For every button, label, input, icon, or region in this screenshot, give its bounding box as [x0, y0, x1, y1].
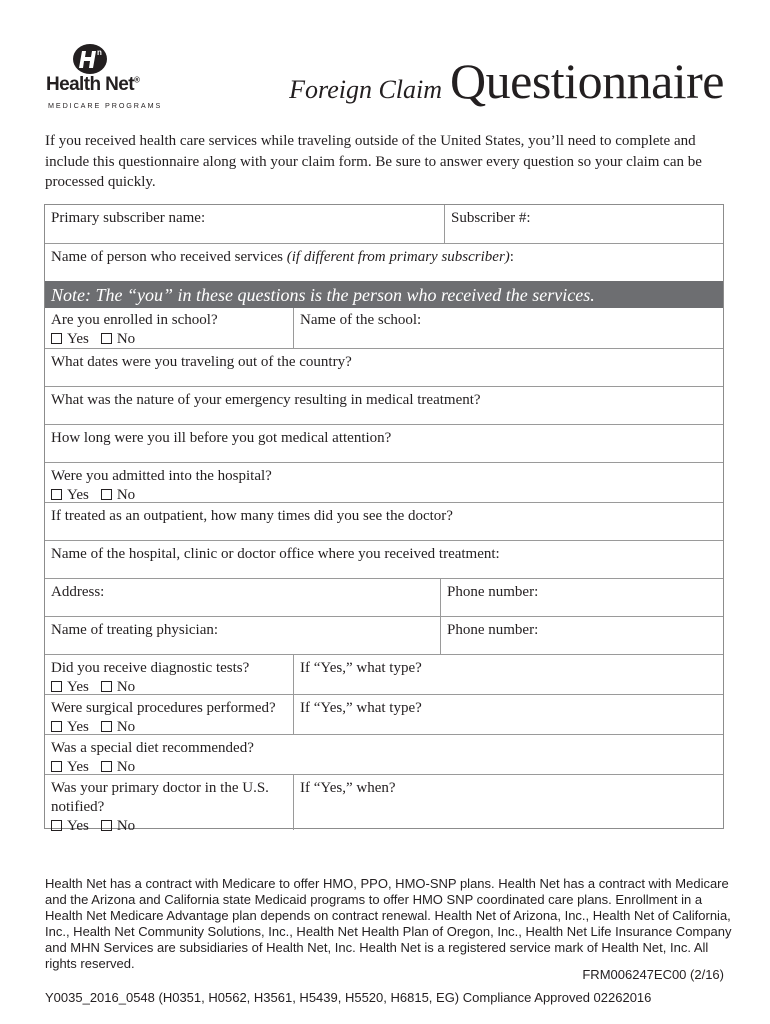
- surgical-type-label: If “Yes,” what type?: [300, 700, 422, 716]
- doctor-options: [51, 817, 287, 836]
- yes-label: Yes: [67, 818, 89, 834]
- diagnostic-type-field[interactable]: [293, 655, 723, 694]
- checkbox-icon[interactable]: [101, 721, 112, 732]
- person-received-label: Name of person who received services: [51, 249, 287, 265]
- form-row-outpatient: [45, 502, 723, 540]
- footer-disclaimer: Health Net has a contract with Medicare to offer HMO, PPO, HMO-SNP plans. Health Net has a contract with Medicare and the Arizona and California state Medicaid programs to offer HMO SNP coordinated care plans. Enrollment in a Health Net Medicare Advantage plan depends on contract renewal. Health Net of Arizona, Inc., Health Net of California, Inc., Health Net Community Solutions, Inc., Health Net Health Plan of Oregon, Inc., Health Net Life Insurance Company and MHN Services are subsidiaries of Health Net, Inc. Health Net is a registered service mark of Health Net, Inc. All rights reserved.: [45, 876, 732, 971]
- diagnostic-type-label: If “Yes,” what type?: [300, 660, 422, 676]
- form-row-ill: [45, 424, 723, 462]
- doctor-when-label: If “Yes,” when?: [300, 780, 396, 796]
- no-label: No: [116, 759, 136, 775]
- diagnostic-yes-option[interactable]: [51, 679, 89, 695]
- diagnostic-no-option[interactable]: [101, 679, 135, 695]
- checkbox-icon[interactable]: [51, 489, 62, 500]
- emergency-field[interactable]: [45, 387, 723, 424]
- registered-mark: ®: [133, 75, 140, 85]
- yes-label: Yes: [67, 487, 89, 503]
- subscriber-number-field[interactable]: [444, 205, 723, 243]
- primary-subscriber-field[interactable]: [45, 205, 444, 243]
- no-label: No: [116, 719, 136, 735]
- surgical-question-cell: [45, 695, 293, 734]
- form-row-diet: [45, 734, 723, 774]
- primary-subscriber-label: Primary subscriber name:: [51, 210, 206, 226]
- form-row-physician: [45, 616, 723, 654]
- yes-label: Yes: [67, 679, 89, 695]
- form-row-emergency: [45, 386, 723, 424]
- logo-subtitle: MEDICARE PROGRAMS: [48, 101, 163, 110]
- diet-yes-option[interactable]: [51, 759, 89, 775]
- form-row-facility: [45, 540, 723, 578]
- form-number: FRM006247EC00 (2/16): [582, 967, 724, 982]
- checkbox-icon[interactable]: [101, 681, 112, 692]
- subscriber-number-label: Subscriber #:: [451, 210, 531, 226]
- person-received-colon: :: [509, 249, 514, 265]
- form-row-dates: [45, 348, 723, 386]
- phone-label-1: Phone number:: [447, 584, 539, 600]
- dates-field[interactable]: [45, 349, 723, 386]
- doctor-question-cell: [45, 775, 293, 834]
- diagnostic-question: Did you receive diagnostic tests?: [51, 660, 250, 676]
- surgical-no-option[interactable]: [101, 719, 135, 735]
- form-row-surgical: [45, 694, 723, 734]
- doctor-when-field[interactable]: [293, 775, 723, 830]
- outpatient-question: If treated as an outpatient, how many times did you see the doctor?: [51, 508, 453, 524]
- diet-no-option[interactable]: [101, 759, 135, 775]
- form-row-doctor: [45, 774, 723, 834]
- diagnostic-question-cell: [45, 655, 293, 694]
- checkbox-icon[interactable]: [51, 681, 62, 692]
- form-row-subscriber: [45, 205, 723, 243]
- doctor-no-option[interactable]: [101, 818, 135, 834]
- physician-label: Name of treating physician:: [51, 622, 219, 638]
- logo-name-text: Health Net: [46, 74, 134, 95]
- school-name-field[interactable]: [293, 308, 723, 348]
- no-label: No: [116, 487, 136, 503]
- ill-duration-field[interactable]: [45, 425, 723, 462]
- svg-text:n: n: [97, 48, 102, 57]
- hospital-question-cell: [45, 463, 723, 502]
- doctor-question: Was your primary doctor in the U.S. notified?: [51, 780, 269, 815]
- hospital-yes-option[interactable]: [51, 487, 89, 503]
- intro-paragraph: If you received health care services while traveling outside of the United States, you’ll need to complete and include this questionnaire along with your claim form. Be sure to answer every question so your claim can be processed quickly.: [45, 133, 702, 190]
- diet-question-cell: [45, 735, 723, 774]
- address-label: Address:: [51, 584, 105, 600]
- person-received-note: (if different from primary subscriber): [286, 249, 510, 265]
- surgical-yes-option[interactable]: [51, 719, 89, 735]
- emergency-question: What was the nature of your emergency resulting in medical treatment?: [51, 392, 481, 408]
- physician-field[interactable]: [45, 617, 440, 654]
- school-yes-option[interactable]: [51, 331, 89, 347]
- logo-name: [46, 74, 139, 96]
- outpatient-field[interactable]: [45, 503, 723, 540]
- checkbox-icon[interactable]: [51, 761, 62, 772]
- school-options: [51, 330, 287, 349]
- checkbox-icon[interactable]: [101, 761, 112, 772]
- checkbox-icon[interactable]: [51, 333, 62, 344]
- checkbox-icon[interactable]: [101, 333, 112, 344]
- phone-label-2: Phone number:: [447, 622, 539, 638]
- form-row-person: [45, 243, 723, 281]
- compliance-code: Y0035_2016_0548 (H0351, H0562, H3561, H5439, H5520, H6815, EG) Compliance Approved 02262016: [45, 990, 652, 1005]
- person-received-field[interactable]: [45, 244, 723, 281]
- no-label: No: [116, 331, 136, 347]
- school-question: Are you enrolled in school?: [51, 312, 218, 328]
- title-main: Questionnaire: [450, 53, 724, 109]
- note-banner: Note: The “you” in these questions is the person who received the services.: [45, 281, 723, 308]
- surgical-type-field[interactable]: [293, 695, 723, 734]
- checkbox-icon[interactable]: [101, 820, 112, 831]
- form-row-diagnostic: [45, 654, 723, 694]
- no-label: No: [116, 818, 136, 834]
- surgical-question: Were surgical procedures performed?: [51, 700, 276, 716]
- title-italic: Foreign Claim: [289, 75, 443, 104]
- checkbox-icon[interactable]: [51, 820, 62, 831]
- phone-number-field-2[interactable]: [440, 617, 723, 654]
- hospital-no-option[interactable]: [101, 487, 135, 503]
- hospital-question: Were you admitted into the hospital?: [51, 468, 272, 484]
- address-field[interactable]: [45, 579, 440, 616]
- form-row-school: [45, 308, 723, 348]
- checkbox-icon[interactable]: [101, 489, 112, 500]
- form-row-hospital: [45, 462, 723, 502]
- health-net-h-icon: [70, 43, 110, 75]
- yes-label: Yes: [67, 759, 89, 775]
- form-row-address: [45, 578, 723, 616]
- no-label: No: [116, 679, 136, 695]
- page-title: [289, 52, 724, 110]
- facility-field[interactable]: [45, 541, 723, 578]
- school-question-cell: [45, 308, 293, 348]
- yes-label: Yes: [67, 719, 89, 735]
- facility-question: Name of the hospital, clinic or doctor office where you received treatment:: [51, 546, 500, 562]
- phone-number-field-1[interactable]: [440, 579, 723, 616]
- diet-question: Was a special diet recommended?: [51, 740, 254, 756]
- school-name-label: Name of the school:: [300, 312, 422, 328]
- checkbox-icon[interactable]: [51, 721, 62, 732]
- ill-question: How long were you ill before you got medical attention?: [51, 430, 392, 446]
- dates-question: What dates were you traveling out of the country?: [51, 354, 352, 370]
- questionnaire-form: [44, 204, 724, 834]
- doctor-yes-option[interactable]: [51, 818, 89, 834]
- school-no-option[interactable]: [101, 331, 135, 347]
- yes-label: Yes: [67, 331, 89, 347]
